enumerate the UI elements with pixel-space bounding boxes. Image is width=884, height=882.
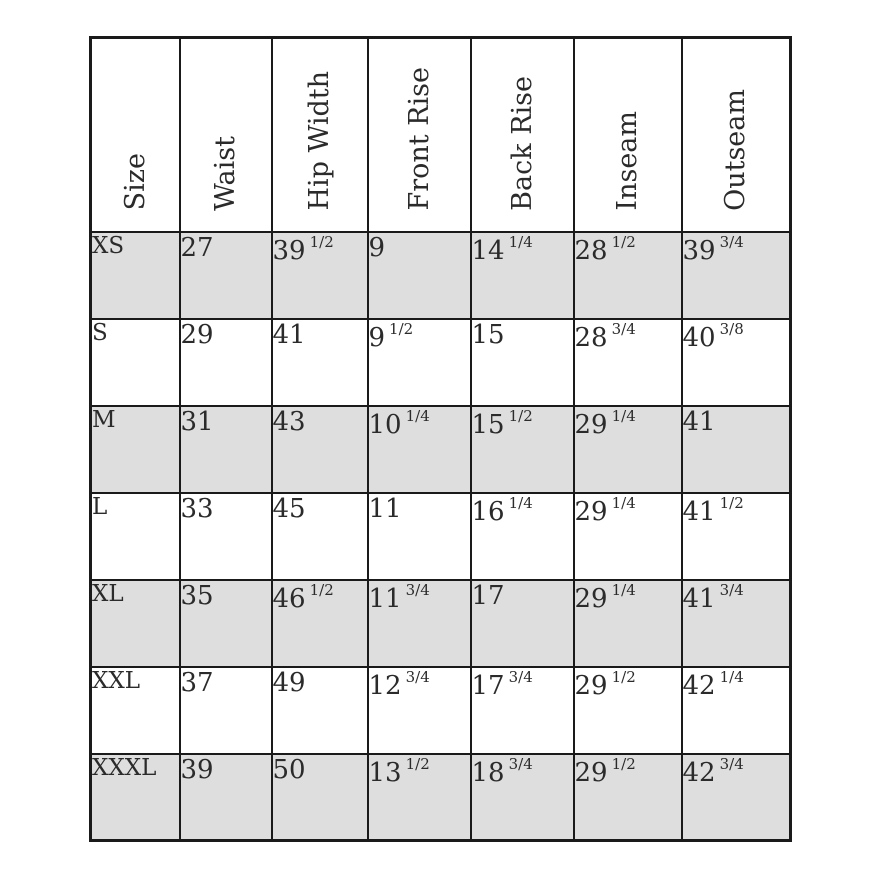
measurement-cell xyxy=(368,493,471,580)
measurement-fraction: 1/2 xyxy=(309,580,334,599)
measurement-cell xyxy=(180,232,272,319)
measurement-whole: 9 xyxy=(368,322,386,353)
column-header-waist xyxy=(180,38,272,232)
measurement-fraction: 3/4 xyxy=(719,232,744,251)
measurement-whole: 43 xyxy=(272,406,306,437)
measurement-cell xyxy=(682,406,791,493)
measurement-whole: 41 xyxy=(682,583,716,614)
table-row xyxy=(91,232,791,319)
table-row xyxy=(91,580,791,667)
measurement-cell xyxy=(471,754,574,841)
measurement-fraction: 1/4 xyxy=(508,232,533,251)
measurement-whole: 29 xyxy=(574,670,608,701)
measurement-fraction: 3/4 xyxy=(405,667,430,686)
measurement-fraction: 3/4 xyxy=(405,580,430,599)
measurement-whole: 31 xyxy=(180,406,214,437)
table-row xyxy=(91,754,791,841)
measurement-cell xyxy=(574,406,682,493)
measurement-cell xyxy=(574,232,682,319)
measurement-fraction: 3/8 xyxy=(719,319,744,338)
column-header-label: Front Rise xyxy=(403,66,435,211)
measurement-cell xyxy=(682,493,791,580)
column-header-back-rise xyxy=(471,38,574,232)
measurement-cell xyxy=(272,580,368,667)
measurement-fraction: 1/4 xyxy=(508,493,533,512)
measurement-cell xyxy=(368,667,471,754)
measurement-whole: 11 xyxy=(368,493,402,524)
measurement-whole: 33 xyxy=(180,493,214,524)
measurement-whole: 11 xyxy=(368,583,402,614)
measurement-cell xyxy=(180,667,272,754)
measurement-fraction: 1/4 xyxy=(611,493,636,512)
header-row xyxy=(91,38,791,232)
measurement-cell xyxy=(272,754,368,841)
measurement-cell xyxy=(368,580,471,667)
measurement-fraction: 1/4 xyxy=(611,580,636,599)
measurement-fraction: 3/4 xyxy=(508,667,533,686)
measurement-cell xyxy=(574,319,682,406)
measurement-fraction: 1/4 xyxy=(611,406,636,425)
size-cell: XXL xyxy=(91,667,180,754)
measurement-fraction: 1/4 xyxy=(405,406,430,425)
measurement-whole: 41 xyxy=(272,319,306,350)
measurement-cell xyxy=(272,232,368,319)
size-cell: M xyxy=(91,406,180,493)
measurement-whole: 42 xyxy=(682,670,716,701)
measurement-whole: 28 xyxy=(574,235,608,266)
measurement-fraction: 1/2 xyxy=(508,406,533,425)
column-header-outseam xyxy=(682,38,791,232)
measurement-whole: 15 xyxy=(471,319,505,350)
measurement-cell xyxy=(471,319,574,406)
measurement-cell xyxy=(574,754,682,841)
measurement-cell xyxy=(574,493,682,580)
size-cell: L xyxy=(91,493,180,580)
size-chart-table xyxy=(89,36,792,842)
size-cell: S xyxy=(91,319,180,406)
measurement-whole: 41 xyxy=(682,496,716,527)
measurement-whole: 45 xyxy=(272,493,306,524)
measurement-cell xyxy=(682,580,791,667)
measurement-whole: 37 xyxy=(180,667,214,698)
column-header-label: Inseam xyxy=(612,110,643,211)
measurement-whole: 28 xyxy=(574,322,608,353)
measurement-whole: 41 xyxy=(682,406,716,437)
measurement-whole: 29 xyxy=(180,319,214,350)
measurement-whole: 16 xyxy=(471,496,505,527)
measurement-cell xyxy=(180,406,272,493)
measurement-fraction: 1/4 xyxy=(719,667,744,686)
measurement-whole: 12 xyxy=(368,670,402,701)
column-header-label: Outseam xyxy=(720,88,752,211)
measurement-fraction: 1/2 xyxy=(611,232,636,251)
size-cell: XS xyxy=(91,232,180,319)
measurement-fraction: 1/2 xyxy=(389,319,414,338)
measurement-whole: 10 xyxy=(368,409,402,440)
measurement-cell xyxy=(682,232,791,319)
measurement-cell xyxy=(471,406,574,493)
column-header-label: Size xyxy=(119,153,151,211)
measurement-whole: 50 xyxy=(272,754,306,785)
measurement-whole: 17 xyxy=(471,670,505,701)
measurement-whole: 13 xyxy=(368,757,402,788)
table-row xyxy=(91,406,791,493)
measurement-fraction: 1/2 xyxy=(405,754,430,773)
measurement-whole: 15 xyxy=(471,409,505,440)
measurement-whole: 14 xyxy=(471,235,505,266)
measurement-whole: 46 xyxy=(272,583,306,614)
measurement-cell xyxy=(368,754,471,841)
table-body xyxy=(91,232,791,841)
measurement-cell xyxy=(272,667,368,754)
measurement-cell xyxy=(272,406,368,493)
measurement-whole: 39 xyxy=(682,235,716,266)
column-header-label: Hip Width xyxy=(304,71,335,211)
measurement-cell xyxy=(471,232,574,319)
measurement-whole: 29 xyxy=(574,757,608,788)
measurement-cell xyxy=(180,580,272,667)
measurement-whole: 35 xyxy=(180,580,214,611)
measurement-whole: 18 xyxy=(471,757,505,788)
measurement-cell xyxy=(368,406,471,493)
measurement-cell xyxy=(368,319,471,406)
measurement-cell xyxy=(682,667,791,754)
measurement-whole: 9 xyxy=(368,232,386,263)
measurement-cell xyxy=(180,319,272,406)
table-row xyxy=(91,667,791,754)
table-row xyxy=(91,493,791,580)
size-cell: XL xyxy=(91,580,180,667)
measurement-whole: 42 xyxy=(682,757,716,788)
measurement-whole: 39 xyxy=(180,754,214,785)
measurement-whole: 39 xyxy=(272,235,306,266)
measurement-cell xyxy=(368,232,471,319)
table-row xyxy=(91,319,791,406)
column-header-size xyxy=(91,38,180,232)
measurement-whole: 27 xyxy=(180,232,214,263)
column-header-inseam xyxy=(574,38,682,232)
measurement-cell xyxy=(471,667,574,754)
measurement-cell xyxy=(471,580,574,667)
column-header-label: Back Rise xyxy=(506,75,538,211)
measurement-cell xyxy=(180,754,272,841)
measurement-whole: 40 xyxy=(682,322,716,353)
measurement-whole: 29 xyxy=(574,496,608,527)
column-header-label: Waist xyxy=(210,135,241,211)
column-header-hip-width xyxy=(272,38,368,232)
measurement-whole: 29 xyxy=(574,409,608,440)
measurement-cell xyxy=(471,493,574,580)
measurement-fraction: 1/2 xyxy=(719,493,744,512)
size-cell: XXXL xyxy=(91,754,180,841)
measurement-fraction: 3/4 xyxy=(719,580,744,599)
measurement-cell xyxy=(180,493,272,580)
measurement-fraction: 1/2 xyxy=(611,667,636,686)
measurement-cell xyxy=(682,319,791,406)
measurement-whole: 49 xyxy=(272,667,306,698)
measurement-fraction: 3/4 xyxy=(611,319,636,338)
column-header-front-rise xyxy=(368,38,471,232)
measurement-fraction: 3/4 xyxy=(508,754,533,773)
measurement-cell xyxy=(574,580,682,667)
measurement-whole: 29 xyxy=(574,583,608,614)
measurement-cell xyxy=(272,319,368,406)
measurement-fraction: 1/2 xyxy=(611,754,636,773)
measurement-cell xyxy=(574,667,682,754)
measurement-whole: 17 xyxy=(471,580,505,611)
measurement-cell xyxy=(682,754,791,841)
measurement-fraction: 1/2 xyxy=(309,232,334,251)
measurement-fraction: 3/4 xyxy=(719,754,744,773)
measurement-cell xyxy=(272,493,368,580)
